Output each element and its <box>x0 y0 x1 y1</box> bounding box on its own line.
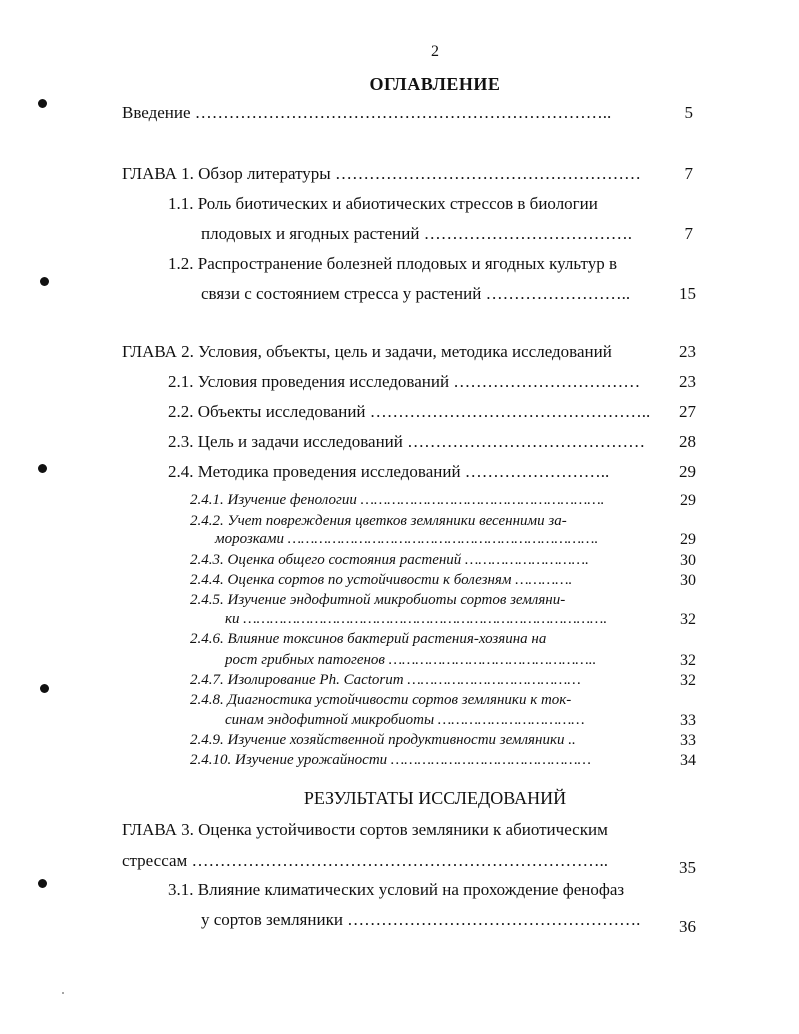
toc-entry-2-4[interactable]: 2.4. Методика проведения исследований …………………….. <box>168 462 610 481</box>
toc-page-1-2: 15 <box>679 284 696 303</box>
toc-entry-2-4-4[interactable]: 2.4.4. Оценка сортов по устойчивости к болезням …………. <box>190 572 573 588</box>
toc-entry-introduction[interactable]: Введение ……………………………………………………………….. <box>122 103 612 122</box>
binding-hole-mark <box>40 277 49 286</box>
toc-page-2-4-8: 33 <box>680 712 696 729</box>
toc-entry-chapter-2[interactable]: ГЛАВА 2. Условия, объекты, цель и задачи, методика исследований <box>122 342 612 361</box>
toc-page-3-1: 36 <box>679 917 696 936</box>
toc-page-2-4-7: 32 <box>680 672 696 689</box>
toc-page-chapter-1: 7 <box>684 164 693 183</box>
toc-entry-2-4-7[interactable]: 2.4.7. Изолирование Ph. Cactorum ………………………………… <box>190 672 581 688</box>
binding-hole-mark <box>38 464 47 473</box>
scan-speck <box>62 992 64 994</box>
toc-page-2-4-10: 34 <box>680 752 696 769</box>
toc-page-2-4-4: 30 <box>680 572 696 589</box>
toc-entry-2-4-2-line1[interactable]: 2.4.2. Учет повреждения цветков земляники весенними за- <box>190 513 567 529</box>
toc-entry-2-4-8-line2[interactable]: синам эндофитной микробиоты …………………………… <box>225 712 585 728</box>
toc-page-2-4: 29 <box>679 462 696 481</box>
toc-entry-2-4-6-line2[interactable]: рост грибных патогенов ……………………………………….. <box>225 652 597 668</box>
toc-page-2-4-3: 30 <box>680 552 696 569</box>
results-heading: РЕЗУЛЬТАТЫ ИССЛЕДОВАНИЙ <box>303 788 567 808</box>
toc-page-2-4-1: 29 <box>680 492 696 509</box>
toc-entry-2-4-9[interactable]: 2.4.9. Изучение хозяйственной продуктивности земляники .. <box>190 732 576 748</box>
toc-entry-2-4-1[interactable]: 2.4.1. Изучение фенологии ………………………………………………. <box>190 492 605 508</box>
toc-entry-3-1-line1[interactable]: 3.1. Влияние климатических условий на прохождение фенофаз <box>168 880 625 899</box>
toc-entry-2-4-3[interactable]: 2.4.3. Оценка общего состояния растений ………………………. <box>190 552 589 568</box>
toc-entry-2-4-5-line1[interactable]: 2.4.5. Изучение эндофитной микробиоты сортов земляни- <box>190 592 566 608</box>
toc-page-2-4-9: 33 <box>680 732 696 749</box>
toc-entry-2-4-10[interactable]: 2.4.10. Изучение урожайности ……………………………………… <box>190 752 591 768</box>
toc-page-2-1: 23 <box>679 372 696 391</box>
toc-entry-2-4-2-line2[interactable]: морозками ……………………………………………………………. <box>215 531 599 547</box>
toc-page-2-4-5: 32 <box>680 611 696 628</box>
toc-heading: ОГЛАВЛЕНИЕ <box>369 74 501 94</box>
toc-page-chapter-2: 23 <box>679 342 696 361</box>
toc-entry-1-1-line2[interactable]: плодовых и ягодных растений ………………………………. <box>201 224 632 243</box>
toc-entry-chapter-3-line2[interactable]: стрессам ……………………………………………………………….. <box>122 851 609 870</box>
page-number: 2 <box>431 43 439 60</box>
toc-entry-3-1-line2[interactable]: у сортов земляники ……………………………………………. <box>201 910 641 929</box>
toc-page-chapter-3: 35 <box>679 858 696 877</box>
toc-page-2-2: 27 <box>679 402 696 421</box>
toc-page-introduction: 5 <box>684 103 693 122</box>
toc-entry-2-1[interactable]: 2.1. Условия проведения исследований …………………………… <box>168 372 641 391</box>
toc-entry-2-4-6-line1[interactable]: 2.4.6. Влияние токсинов бактерий растения-хозяина на <box>190 631 547 647</box>
toc-entry-2-4-5-line2[interactable]: ки ………………………………………………………………………. <box>225 611 608 627</box>
binding-hole-mark <box>40 684 49 693</box>
toc-entry-chapter-1[interactable]: ГЛАВА 1. Обзор литературы ……………………………………………… <box>122 164 641 183</box>
binding-hole-mark <box>38 99 47 108</box>
toc-entry-2-2[interactable]: 2.2. Объекты исследований ………………………………………….. <box>168 402 651 421</box>
toc-page-2-4-6: 32 <box>680 652 696 669</box>
toc-entry-2-3[interactable]: 2.3. Цель и задачи исследований …………………………………… <box>168 432 646 451</box>
toc-entry-1-2-line2[interactable]: связи с состоянием стресса у растений …………………….. <box>201 284 631 303</box>
toc-page-1-1: 7 <box>684 224 693 243</box>
toc-entry-1-1-line1[interactable]: 1.1. Роль биотических и абиотических стрессов в биологии <box>168 194 598 213</box>
toc-entry-1-2-line1[interactable]: 1.2. Распространение болезней плодовых и ягодных культур в <box>168 254 617 273</box>
toc-page-2-3: 28 <box>679 432 696 451</box>
toc-entry-chapter-3-line1[interactable]: ГЛАВА 3. Оценка устойчивости сортов земляники к абиотическим <box>122 820 608 839</box>
toc-page-2-4-2: 29 <box>680 531 696 548</box>
toc-entry-2-4-8-line1[interactable]: 2.4.8. Диагностика устойчивости сортов земляники к ток- <box>190 692 572 708</box>
binding-hole-mark <box>38 879 47 888</box>
